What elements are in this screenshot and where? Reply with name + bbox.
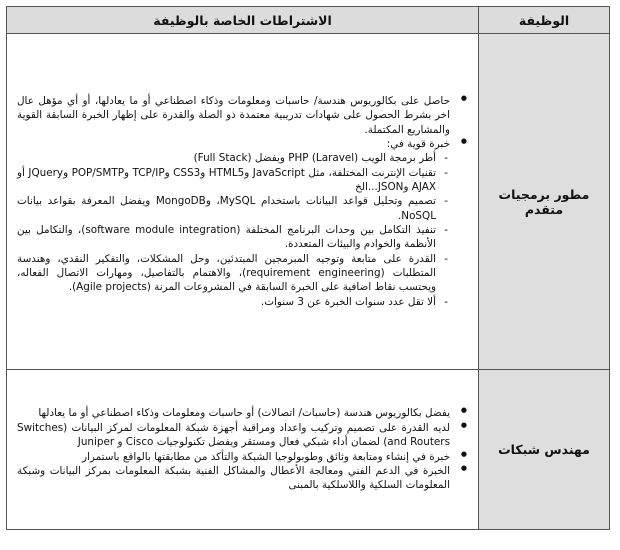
table-row	[7, 34, 610, 370]
requirements-list	[17, 406, 470, 492]
requirement-item-label: خبرة قوية في:	[386, 137, 450, 150]
job-title: مطور برمجيات متقدم	[479, 34, 610, 370]
sub-requirement-item: - تنفيذ التكامل بين وحدات البرنامج المختلفة (software module integration)، والتكامل بين الأنظمة والخوادم والبيئات المتعددة.	[17, 223, 450, 252]
requirement-item: ● الخبرة في الدعم الفني ومعالجة الأعطال والمشاكل الفنية بشبكة المعلومات بمركز البيانات وشبكة المعلومات السلكية واللاسلكية بالمبنى	[17, 464, 470, 493]
table-row	[7, 370, 610, 530]
job-title: مهندس شبكات	[479, 370, 610, 530]
sub-requirement-item: - تصميم وتحليل قواعد البيانات باستخدام MySQL، وMongoDB ويفضل المعرفة بقواعد بيانات NoSQL.	[17, 194, 450, 223]
header-job: الوظيفة	[479, 7, 610, 34]
requirement-item: ● خبرة في إنشاء ومتابعة وثائق وطوبولوجيا الشبكة والتأكد من مطابقتها بالواقع باستمرار	[17, 450, 470, 464]
requirement-item: ● حاصل على بكالوريوس هندسة/ حاسبات ومعلومات وذكاء اصطناعي أو ما يعادلها، أو أي مؤهل عال اخر بشرط الحصول على شهادات تدريبية معتمدة ذو الصلة والقدرة على إظهار الخبرة السابقة القوية والمشاريع المكتملة.	[17, 94, 470, 137]
sub-requirement-item: - القدرة على متابعة وتوجيه المبرمجين المبتدئين، وحل المشكلات، والتفكير النقدي، وهندسة المتطلبات (requirement engineering)، والاهتمام بالتفاصيل، ومهارات الاتصال الفعاله، ويحتسب نقاط اضافية على الخبرة السابقة في المشروعات المرنة (Agile projects).	[17, 252, 450, 295]
page	[6, 6, 610, 530]
requirement-item: ● يفضل بكالوريوس هندسة (حاسبات/ اتصالات) أو حاسبات ومعلومات وذكاء اصطناعي أو ما يعادلها	[17, 406, 470, 420]
job-requirements-table	[6, 6, 610, 530]
sub-requirement-item: - تقنيات الإنترنت المختلفة، مثل JavaScript وHTML5 وCSS3 وTCP/IP وPOP/SMTP وJQuery أو AJAX وJSON...الخ	[17, 166, 450, 195]
header-requirements: الاشتراطات الخاصة بالوظيفة	[7, 7, 479, 34]
requirements-cell	[7, 34, 479, 370]
sub-requirement-item: - أطر برمجة الويب PHP (Laravel) ويفضل (Full Stack)	[17, 151, 450, 165]
sub-requirement-item: - ألا تقل عدد سنوات الخبرة عن 3 سنوات.	[17, 295, 450, 309]
requirements-cell	[7, 370, 479, 530]
requirements-list	[17, 94, 470, 309]
table-header-row	[7, 7, 610, 34]
sub-requirements-list	[17, 151, 450, 309]
requirement-item: ● لديه القدرة على تصميم وتركيب واعداد ومراقبة أجهزة شبكة المعلومات لمركز البيانات (Switches and Routers) لضمان أداء شبكي فعال ومستقر ويفضل تكنولوجيات Cisco و Juniper	[17, 421, 470, 450]
requirement-item	[17, 137, 470, 309]
